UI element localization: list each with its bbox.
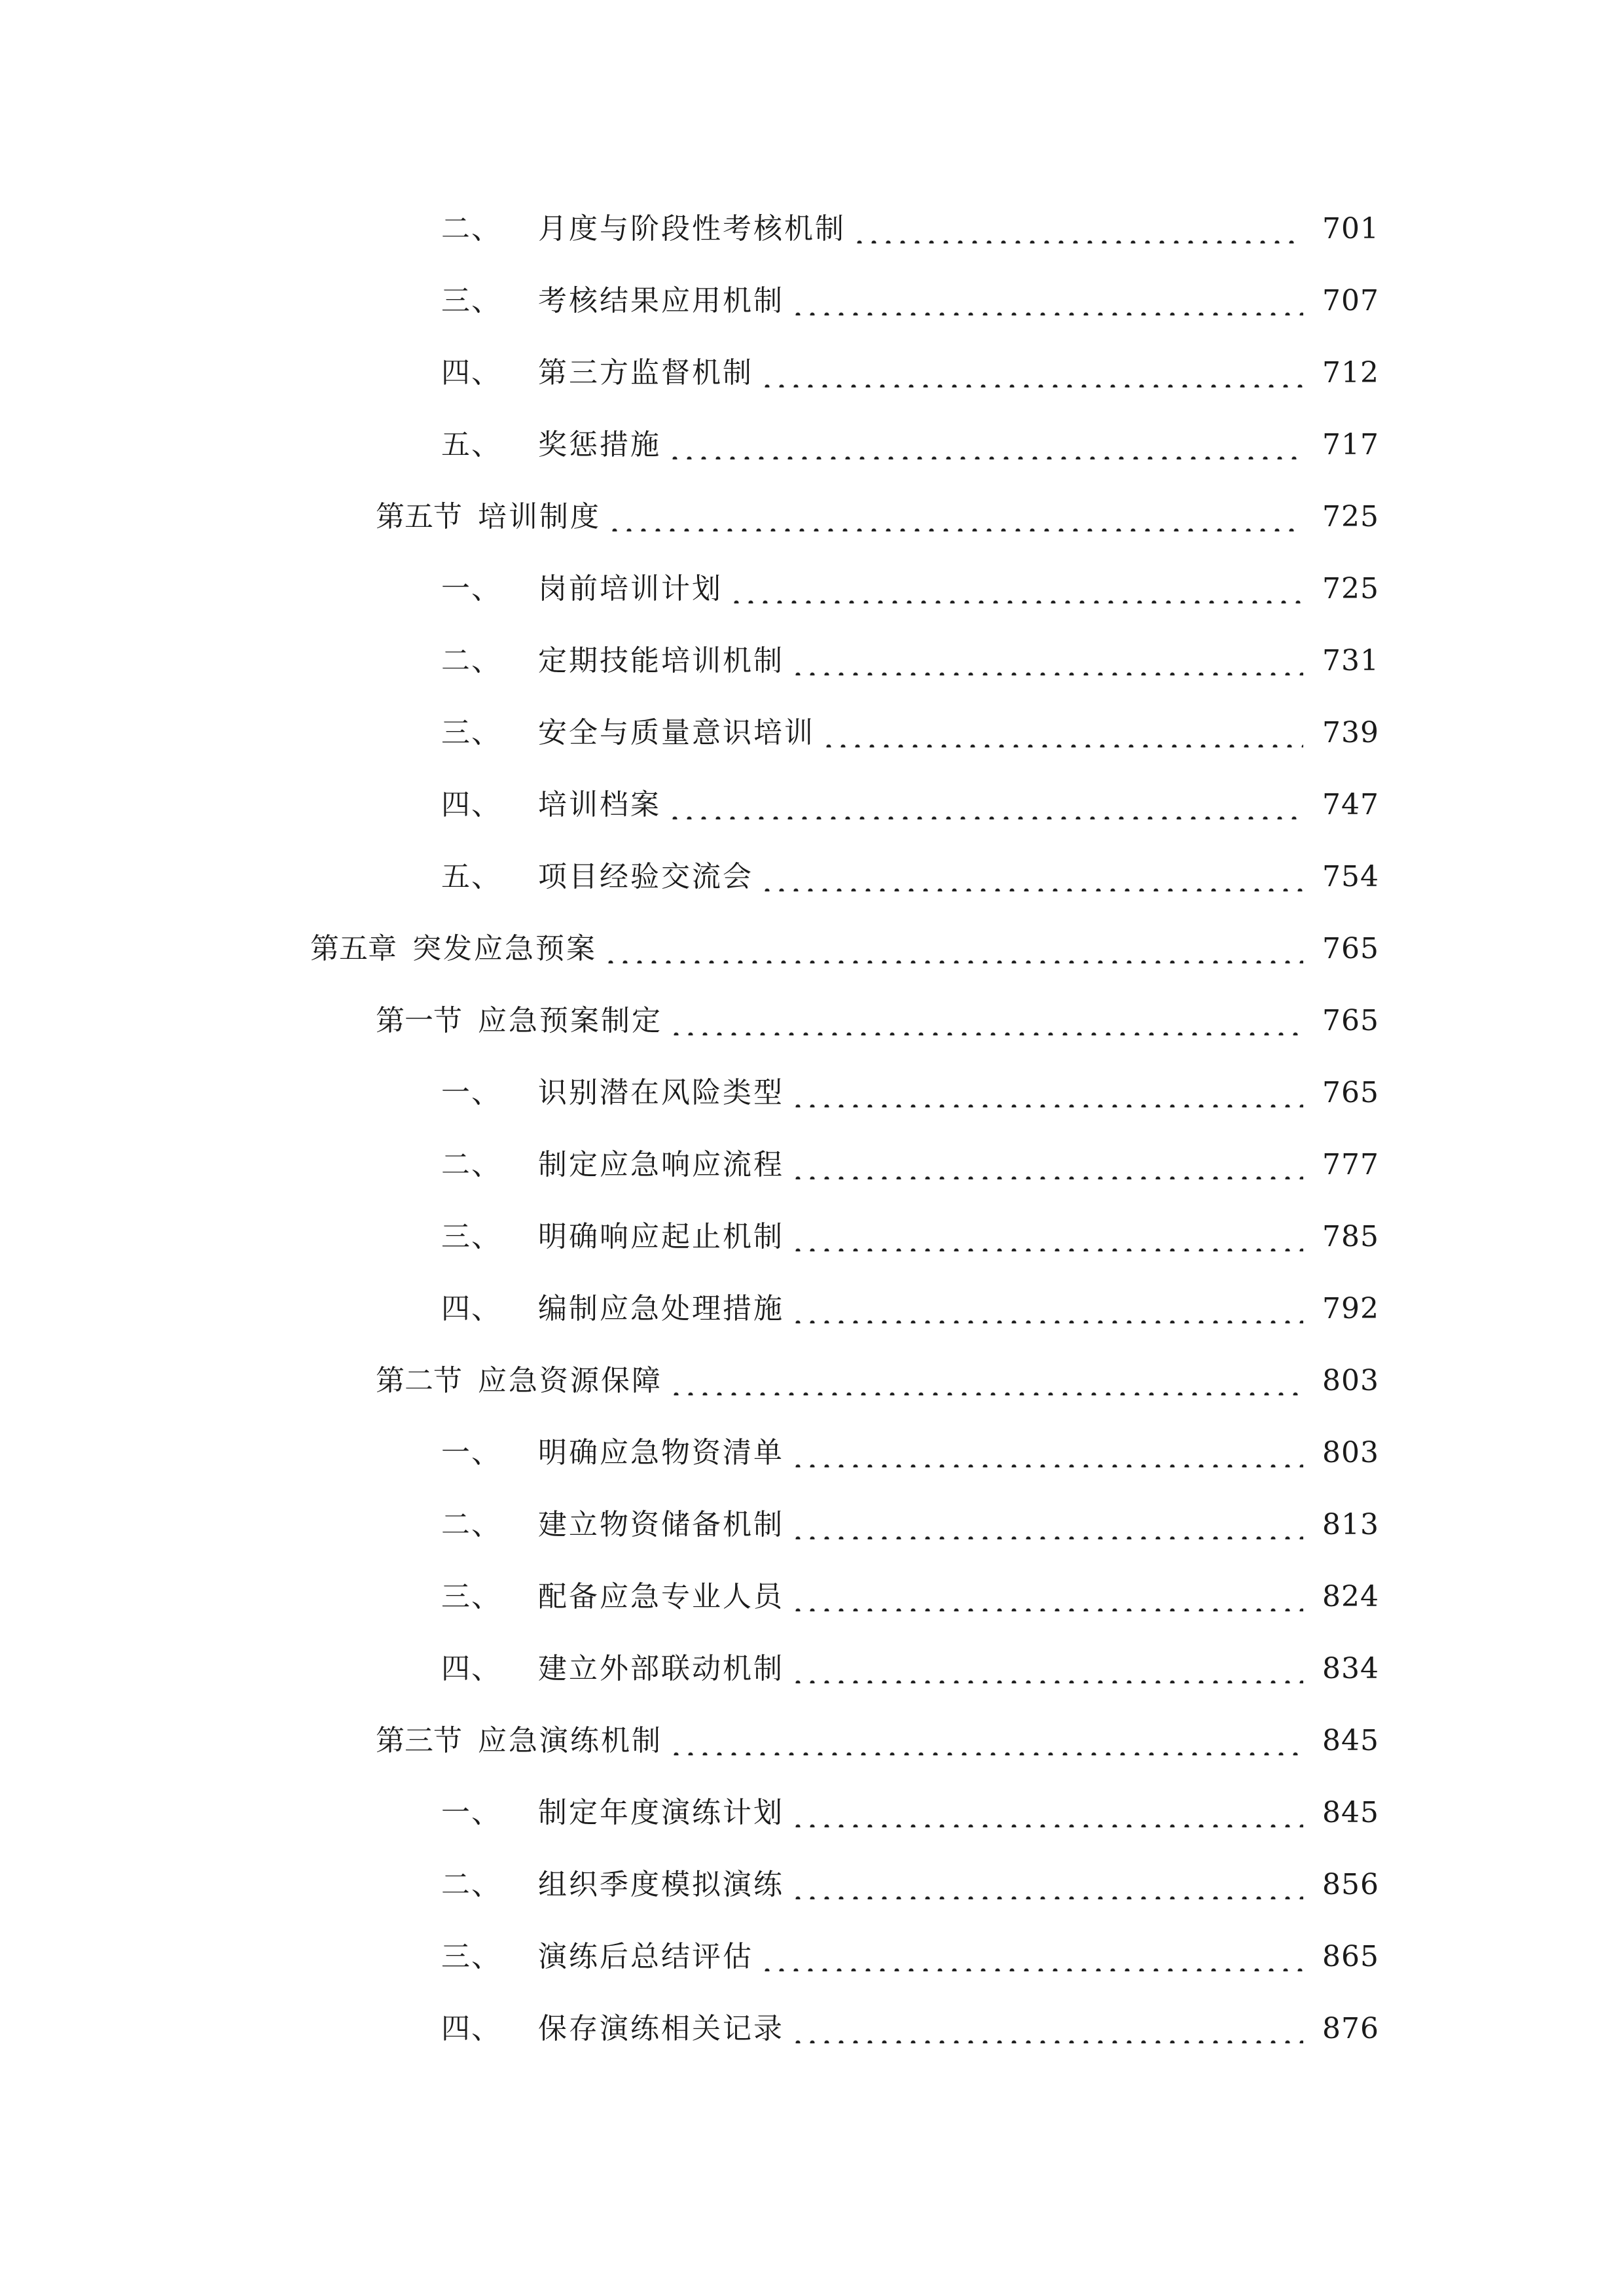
- toc-entry[interactable]: [0, 769, 1624, 841]
- toc-dot-leader: [791, 1439, 1303, 1467]
- toc-entry-page: 834: [1322, 1652, 1379, 1685]
- toc-entry[interactable]: [0, 1777, 1624, 1849]
- toc-entry-title: 明确响应起止机制: [538, 1220, 784, 1253]
- toc-section-entry[interactable]: [0, 1345, 1624, 1417]
- toc-entry-page: 876: [1322, 2012, 1379, 2045]
- toc-dot-leader: [791, 1151, 1303, 1179]
- toc-dot-leader: [669, 1727, 1303, 1755]
- toc-dot-leader: [791, 1799, 1303, 1827]
- toc-entry-title: 定期技能培训机制: [538, 644, 784, 677]
- toc-entry[interactable]: [0, 409, 1624, 481]
- toc-entry-page: 813: [1322, 1508, 1379, 1541]
- toc-entry-page: 747: [1322, 788, 1379, 821]
- toc-dot-leader: [791, 287, 1303, 315]
- toc-entry-page: 785: [1322, 1220, 1379, 1253]
- toc-entry[interactable]: [0, 1489, 1624, 1561]
- toc-entry-number: 四、: [441, 1652, 501, 1685]
- toc-section-title: 应急演练机制: [478, 1724, 662, 1757]
- toc-entry-number: 二、: [441, 212, 501, 245]
- toc-entry-title: 培训档案: [538, 788, 661, 821]
- toc-entry-page: 765: [1322, 1076, 1379, 1109]
- toc-entry[interactable]: [0, 625, 1624, 697]
- toc-dot-leader: [852, 215, 1303, 243]
- toc-entry[interactable]: [0, 337, 1624, 409]
- toc-entry-number: 一、: [441, 1436, 501, 1469]
- toc-entry[interactable]: [0, 1993, 1624, 2065]
- toc-entry-page: 765: [1322, 1004, 1379, 1037]
- toc-entry[interactable]: [0, 1057, 1624, 1129]
- toc-entry-title: 编制应急处理措施: [538, 1292, 784, 1325]
- toc-dot-leader: [791, 1583, 1303, 1611]
- toc-entry-page: 803: [1322, 1364, 1379, 1397]
- toc-entry-page: 792: [1322, 1292, 1379, 1325]
- toc-entry-number: 二、: [441, 1148, 501, 1181]
- toc-entry-page: 731: [1322, 644, 1379, 677]
- toc-dot-leader: [791, 2015, 1303, 2043]
- toc-entry-number: 五、: [441, 860, 501, 893]
- toc-entry[interactable]: [0, 841, 1624, 913]
- toc-entry-number: 一、: [441, 1796, 501, 1829]
- toc-entry[interactable]: [0, 193, 1624, 265]
- toc-entry-page: 739: [1322, 716, 1379, 749]
- toc-entry-number: 三、: [441, 716, 501, 749]
- toc-entry-page: 717: [1322, 428, 1379, 461]
- toc-entry-number: 三、: [441, 1220, 501, 1253]
- toc-entry-title: 月度与阶段性考核机制: [538, 212, 846, 245]
- toc-section-title: 培训制度: [478, 500, 601, 533]
- toc-entry-page: 845: [1322, 1796, 1379, 1829]
- toc-entry-page: 754: [1322, 860, 1379, 893]
- toc-entry-title: 安全与质量意识培训: [538, 716, 815, 749]
- toc-dot-leader: [760, 863, 1303, 891]
- toc-section-title: 应急资源保障: [478, 1364, 662, 1397]
- toc-section-number: 第一节: [376, 1004, 462, 1037]
- toc-entry[interactable]: [0, 697, 1624, 769]
- toc-section-number: 第三节: [376, 1724, 462, 1757]
- toc-entry-title: 项目经验交流会: [538, 860, 753, 893]
- toc-entry-title: 制定应急响应流程: [538, 1148, 784, 1181]
- toc-dot-leader: [791, 1655, 1303, 1683]
- toc-section-entry[interactable]: [0, 985, 1624, 1057]
- toc-entry-title: 制定年度演练计划: [538, 1796, 784, 1829]
- toc-entry-title: 考核结果应用机制: [538, 284, 784, 317]
- toc-section-number: 第二节: [376, 1364, 462, 1397]
- toc-entry-page: 845: [1322, 1724, 1379, 1757]
- toc-entry-number: 一、: [441, 572, 501, 605]
- toc-entry[interactable]: [0, 1201, 1624, 1273]
- toc-entry-title: 奖惩措施: [538, 428, 661, 461]
- toc-dot-leader: [669, 1007, 1303, 1035]
- toc-dot-leader: [604, 935, 1303, 963]
- toc-entry-number: 三、: [441, 284, 501, 317]
- toc-entry-number: 二、: [441, 1868, 501, 1901]
- toc-dot-leader: [791, 1511, 1303, 1539]
- toc-entry-page: 707: [1322, 284, 1379, 317]
- toc-entry-number: 四、: [441, 356, 501, 389]
- toc-entry[interactable]: [0, 553, 1624, 625]
- toc-entry[interactable]: [0, 1921, 1624, 1993]
- toc-entry[interactable]: [0, 265, 1624, 337]
- toc-entry-page: 765: [1322, 932, 1379, 965]
- toc-entry-title: 建立外部联动机制: [538, 1652, 784, 1685]
- toc-entry-title: 保存演练相关记录: [538, 2012, 784, 2045]
- toc-entry-title: 建立物资储备机制: [538, 1508, 784, 1541]
- toc-entry-title: 识别潜在风险类型: [538, 1076, 784, 1109]
- toc-entry-title: 岗前培训计划: [538, 572, 723, 605]
- toc-chapter-entry[interactable]: [0, 913, 1624, 985]
- toc-entry-number: 一、: [441, 1076, 501, 1109]
- toc-entry-page: 777: [1322, 1148, 1379, 1181]
- toc-entry[interactable]: [0, 1273, 1624, 1345]
- toc-entry[interactable]: [0, 1633, 1624, 1705]
- toc-dot-leader: [791, 1223, 1303, 1251]
- toc-entry-page: 824: [1322, 1580, 1379, 1613]
- toc-dot-leader: [669, 1367, 1303, 1395]
- table-of-contents: [0, 193, 1624, 2065]
- toc-entry-number: 四、: [441, 2012, 501, 2045]
- toc-dot-leader: [791, 1079, 1303, 1107]
- toc-entry[interactable]: [0, 1417, 1624, 1489]
- toc-chapter-number: 第五章: [310, 932, 397, 965]
- toc-dot-leader: [668, 431, 1303, 459]
- toc-entry-page: 803: [1322, 1436, 1379, 1469]
- toc-entry-title: 配备应急专业人员: [538, 1580, 784, 1613]
- toc-entry-number: 二、: [441, 1508, 501, 1541]
- toc-dot-leader: [668, 791, 1303, 819]
- toc-dot-leader: [791, 647, 1303, 675]
- toc-dot-leader: [607, 503, 1303, 531]
- toc-entry-number: 二、: [441, 644, 501, 677]
- toc-entry-number: 四、: [441, 788, 501, 821]
- toc-entry-page: 725: [1322, 572, 1379, 605]
- toc-dot-leader: [729, 575, 1303, 603]
- toc-entry-number: 三、: [441, 1580, 501, 1613]
- toc-section-title: 应急预案制定: [478, 1004, 662, 1037]
- toc-entry-page: 865: [1322, 1940, 1379, 1973]
- toc-section-entry[interactable]: [0, 481, 1624, 553]
- toc-entry-number: 三、: [441, 1940, 501, 1973]
- toc-chapter-title: 突发应急预案: [412, 932, 597, 965]
- toc-entry-title: 第三方监督机制: [538, 356, 753, 389]
- toc-entry-page: 856: [1322, 1868, 1379, 1901]
- toc-dot-leader: [791, 1871, 1303, 1899]
- toc-entry-page: 701: [1322, 212, 1379, 245]
- toc-entry-page: 725: [1322, 500, 1379, 533]
- toc-dot-leader: [821, 719, 1303, 747]
- toc-entry-number: 五、: [441, 428, 501, 461]
- toc-entry[interactable]: [0, 1561, 1624, 1633]
- toc-entry[interactable]: [0, 1129, 1624, 1201]
- toc-section-entry[interactable]: [0, 1705, 1624, 1777]
- toc-entry-title: 明确应急物资清单: [538, 1436, 784, 1469]
- toc-entry[interactable]: [0, 1849, 1624, 1921]
- toc-dot-leader: [791, 1295, 1303, 1323]
- toc-dot-leader: [760, 1943, 1303, 1971]
- toc-entry-page: 712: [1322, 356, 1379, 389]
- toc-dot-leader: [760, 359, 1303, 387]
- toc-entry-title: 组织季度模拟演练: [538, 1868, 784, 1901]
- toc-entry-title: 演练后总结评估: [538, 1940, 753, 1973]
- toc-entry-number: 四、: [441, 1292, 501, 1325]
- toc-section-number: 第五节: [376, 500, 462, 533]
